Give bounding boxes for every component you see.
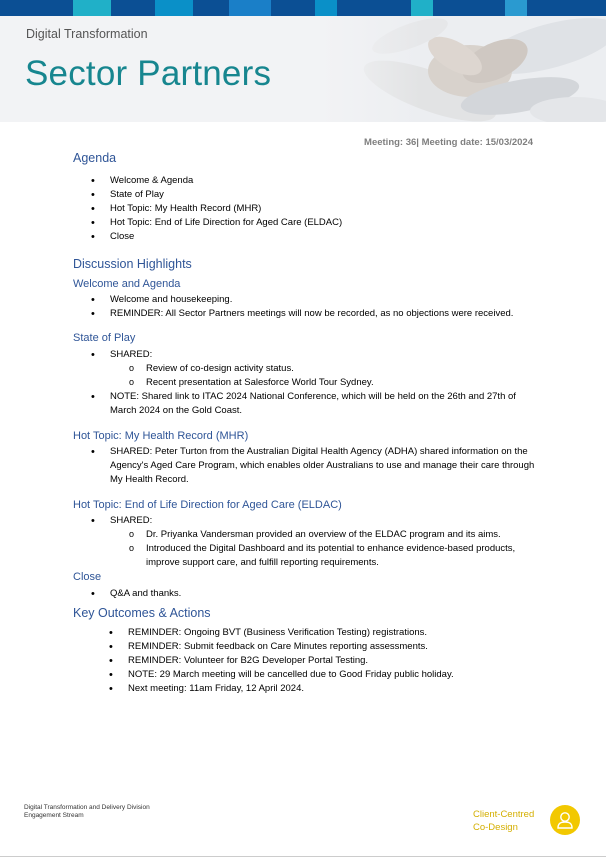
list-item: • SHARED:: [73, 514, 538, 528]
sub-list-item: o Review of co-design activity status.: [73, 362, 538, 376]
top-color-bar: [0, 0, 606, 16]
list-item: • Hot Topic: My Health Record (MHR): [73, 202, 538, 216]
state-of-play-list: [73, 348, 538, 418]
list-item: • Welcome & Agenda: [73, 174, 538, 188]
person-icon: [550, 805, 580, 835]
list-item: • Q&A and thanks.: [73, 587, 538, 601]
footer-division-line1: Digital Transformation and Delivery Division: [24, 804, 150, 811]
document-body: [73, 150, 538, 696]
list-item: • REMINDER: Volunteer for B2G Developer Portal Testing.: [73, 654, 538, 668]
welcome-heading: Welcome and Agenda: [73, 278, 181, 290]
agenda-heading: Agenda: [73, 151, 117, 165]
footer-codesign-line2: Co-Design: [473, 822, 518, 833]
welcome-list: [73, 293, 538, 321]
list-item: • NOTE: 29 March meeting will be cancelled due to Good Friday public holiday.: [73, 668, 538, 682]
sub-list-item: o Dr. Priyanka Vandersman provided an overview of the ELDAC program and its aims.: [73, 528, 538, 542]
list-item: • NOTE: Shared link to ITAC 2024 National Conference, which will be held on the 26th and 27th of March 2024 on the Gold Coast.: [73, 390, 538, 418]
codesign-badge: [550, 805, 580, 835]
bottom-divider: [0, 856, 606, 857]
footer-codesign: [473, 808, 534, 834]
list-item: • REMINDER: Ongoing BVT (Business Verification Testing) registrations.: [73, 626, 538, 640]
list-item: • Hot Topic: End of Life Direction for Aged Care (ELDAC): [73, 216, 538, 230]
discussion-heading: Discussion Highlights: [73, 257, 192, 271]
close-heading: Close: [73, 571, 102, 583]
outcomes-heading: Key Outcomes & Actions: [73, 606, 211, 620]
footer-codesign-line1: Client-Centred: [473, 809, 535, 820]
stacked-hands-image: [320, 16, 606, 122]
page-title: Sector Partners: [25, 54, 272, 93]
close-list: [73, 587, 538, 601]
list-item: • SHARED: Peter Turton from the Australian Digital Health Agency (ADHA) shared information on the Agency's Aged Care Program, which enables older Australians to use and manage their care through My Health Record.: [73, 445, 538, 487]
sub-list-item: o Introduced the Digital Dashboard and its potential to enhance evidence-based products, improve support care, and fulfill reporting requirements.: [73, 542, 538, 570]
outcomes-list: [73, 626, 538, 696]
mhr-heading: Hot Topic: My Health Record (MHR): [73, 430, 249, 442]
list-item: • Next meeting: 11am Friday, 12 April 2024.: [73, 682, 538, 696]
state-of-play-heading: State of Play: [73, 332, 136, 344]
mhr-list: [73, 445, 538, 487]
list-item: • REMINDER: All Sector Partners meetings will now be recorded, as no objections were received.: [73, 307, 538, 321]
list-item: • State of Play: [73, 188, 538, 202]
eldac-list: [73, 514, 538, 570]
footer-division-line2: Engagement Stream: [24, 812, 84, 819]
agenda-list: [73, 174, 538, 244]
sub-list-item: o Recent presentation at Salesforce World Tour Sydney.: [73, 376, 538, 390]
list-item: • Close: [73, 230, 538, 244]
eldac-heading: Hot Topic: End of Life Direction for Aged Care (ELDAC): [73, 499, 342, 511]
list-item: • REMINDER: Submit feedback on Care Minutes reporting assessments.: [73, 640, 538, 654]
meeting-info: Meeting: 36| Meeting date: 15/03/2024: [364, 137, 533, 148]
list-item: • SHARED:: [73, 348, 538, 362]
header-banner: [0, 16, 606, 122]
footer-division: [24, 804, 150, 820]
list-item: • Welcome and housekeeping.: [73, 293, 538, 307]
header-eyebrow: Digital Transformation: [26, 27, 148, 41]
